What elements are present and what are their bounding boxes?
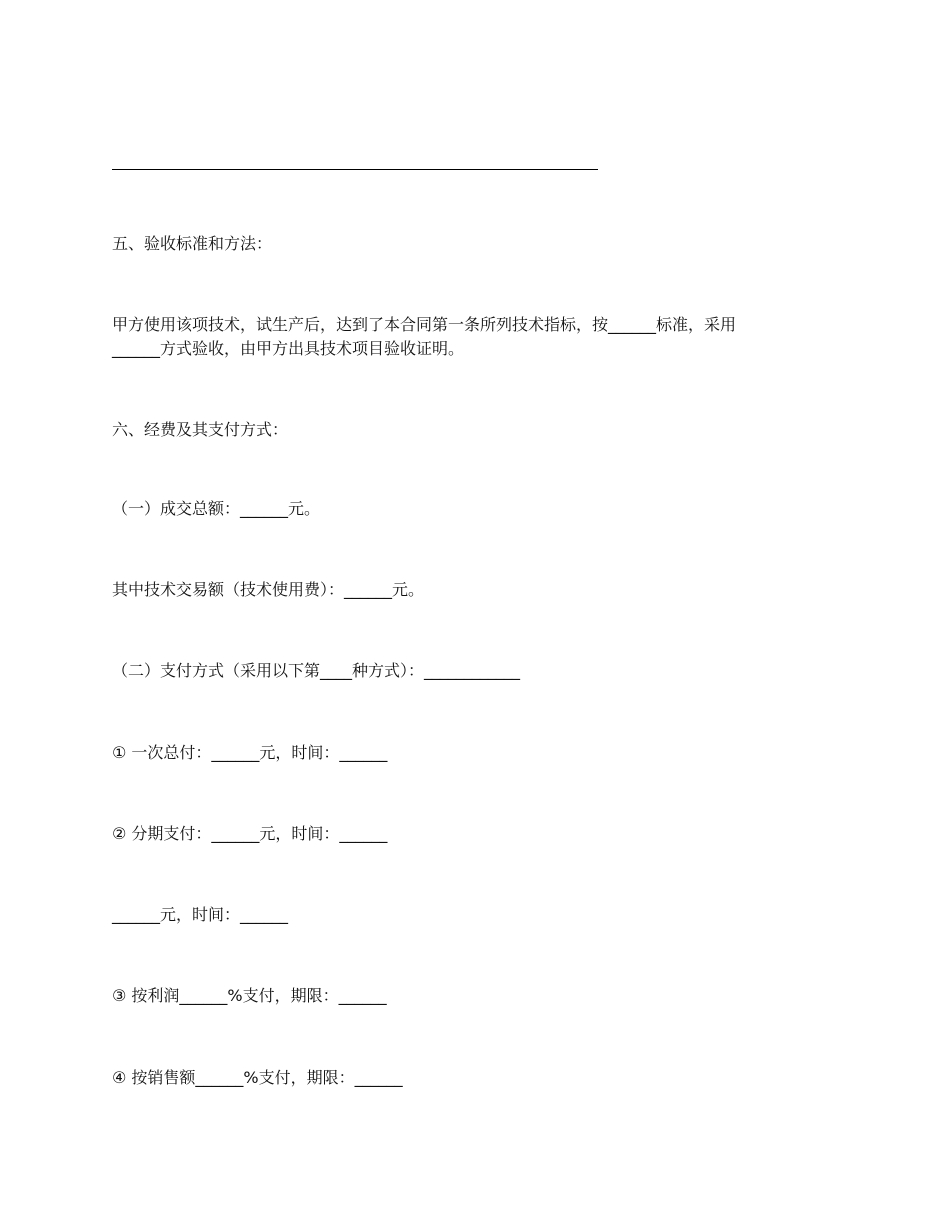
- option2-continued-line: ______元，时间：______: [112, 905, 289, 924]
- section6-heading: 六、经费及其支付方式：: [112, 420, 289, 439]
- section5-heading: 五、验收标准和方法：: [112, 234, 273, 253]
- section5-body: [112, 313, 842, 361]
- option1-line: ① 一次总付：______元，时间：______: [112, 743, 388, 762]
- payment-method-line: （二）支付方式（采用以下第____种方式）：____________: [112, 661, 521, 680]
- horizontal-rule: [112, 169, 598, 170]
- section5-body-line1: 甲方使用该项技术，试生产后，达到了本合同第一条所列技术指标，按______标准，采用: [112, 315, 737, 334]
- option2-line: ② 分期支付：______元，时间：______: [112, 824, 388, 843]
- option3-line: ③ 按利润______%支付，期限：______: [112, 986, 387, 1005]
- option4-line: ④ 按销售额______%支付，期限：______: [112, 1068, 403, 1087]
- tech-amount-line: 其中技术交易额（技术使用费）：______元。: [112, 580, 425, 599]
- section5-body-line2: ______方式验收，由甲方出具技术项目验收证明。: [112, 339, 465, 358]
- total-amount-line: （一）成交总额：______元。: [112, 499, 321, 518]
